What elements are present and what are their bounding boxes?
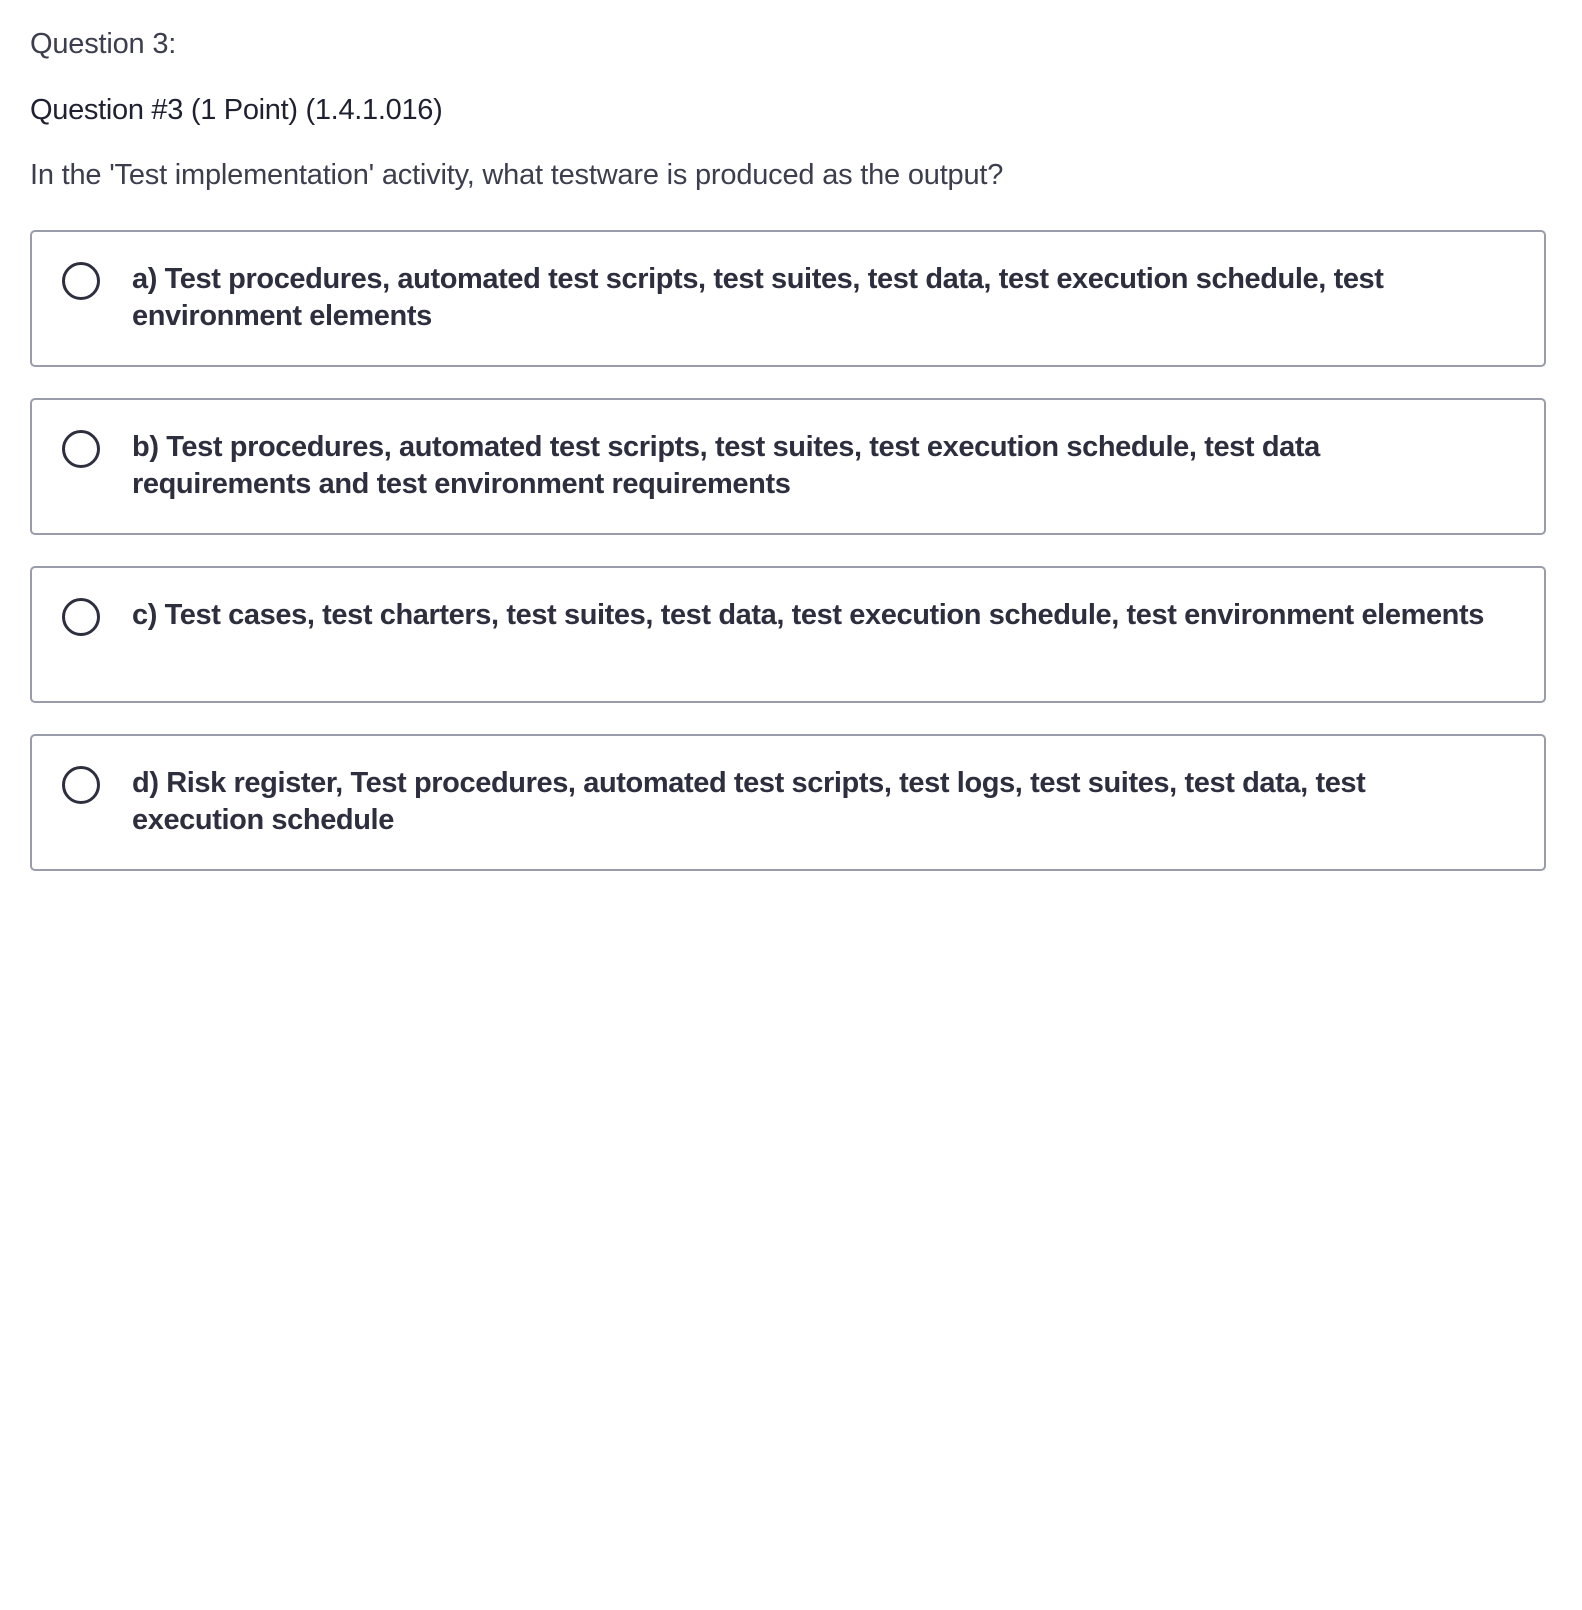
radio-unchecked-icon[interactable] — [62, 766, 100, 804]
question-title: Question #3 (1 Point) (1.4.1.016) — [30, 94, 443, 126]
question-number: Question 3: — [30, 28, 177, 60]
option-c[interactable] — [30, 566, 1546, 703]
option-b[interactable] — [30, 398, 1546, 535]
option-b-label[interactable]: b) Test procedures, automated test scripts, test suites, test execution schedule, test data requirements and test environment requirements — [132, 431, 1320, 500]
option-a[interactable] — [30, 230, 1546, 367]
radio-unchecked-icon[interactable] — [62, 598, 100, 636]
option-c-label[interactable]: c) Test cases, test charters, test suites, test data, test execution schedule, test environment elements — [132, 599, 1484, 631]
option-d[interactable] — [30, 734, 1546, 871]
radio-unchecked-icon[interactable] — [62, 430, 100, 468]
option-a-label[interactable]: a) Test procedures, automated test scripts, test suites, test data, test execution schedule, test environment elements — [132, 263, 1384, 332]
question-prompt: In the 'Test implementation' activity, what testware is produced as the output? — [30, 159, 1004, 191]
option-d-label[interactable]: d) Risk register, Test procedures, automated test scripts, test logs, test suites, test data, test execution schedule — [132, 767, 1366, 836]
radio-unchecked-icon[interactable] — [62, 262, 100, 300]
